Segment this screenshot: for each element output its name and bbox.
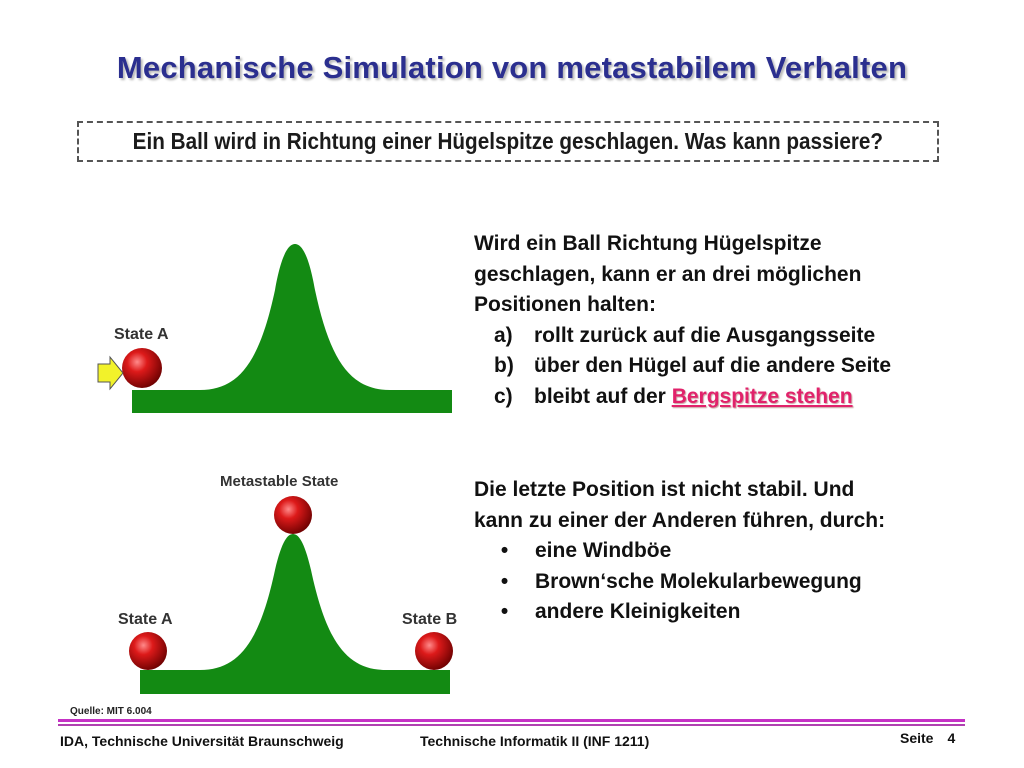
bullet-icon: • bbox=[500, 600, 509, 623]
list-item bbox=[474, 321, 994, 352]
label-metastable: Metastable State bbox=[220, 473, 339, 490]
question-box bbox=[77, 121, 939, 162]
question-text: Ein Ball wird in Richtung einer Hügelspitze geschlagen. Was kann passiere? bbox=[132, 128, 884, 154]
list-marker: c) bbox=[494, 384, 513, 408]
text-block-instability bbox=[474, 475, 1004, 628]
list-item-text: über den Hügel auf die andere Seite bbox=[534, 354, 892, 377]
text-block-positions bbox=[474, 229, 994, 412]
para-line: Wird ein Ball Richtung Hügelspitze bbox=[474, 232, 822, 255]
list-item bbox=[474, 567, 1004, 598]
para-line: kann zu einer der Anderen führen, durch: bbox=[474, 508, 886, 532]
footer-institution: IDA, Technische Universität Braunschweig bbox=[60, 733, 344, 749]
list-item bbox=[474, 382, 994, 413]
ball-metastable bbox=[274, 496, 312, 534]
ball-state-a bbox=[129, 632, 167, 670]
list-item-text: eine Windböe bbox=[535, 539, 672, 562]
page-label: Seite bbox=[900, 730, 934, 746]
causes-list bbox=[474, 536, 1004, 628]
bullet-icon: • bbox=[500, 569, 509, 593]
footer-divider bbox=[58, 724, 965, 726]
push-arrow-icon bbox=[98, 357, 123, 389]
list-marker: b) bbox=[494, 354, 514, 377]
ball bbox=[122, 348, 162, 388]
list-item-text bbox=[534, 382, 853, 413]
slide-title: Mechanische Simulation von metastabilem Verhalten bbox=[116, 50, 908, 85]
list-item-text-prefix: bleibt auf der bbox=[534, 384, 672, 408]
figure-state-a bbox=[90, 230, 470, 420]
list-item bbox=[474, 351, 994, 382]
list-item bbox=[474, 536, 1004, 567]
list-marker: a) bbox=[494, 323, 513, 347]
list-item bbox=[474, 597, 1004, 628]
list-item-text: Brown‘sche Molekularbewegung bbox=[535, 569, 862, 593]
footer-page bbox=[900, 730, 955, 746]
label-state-a: State A bbox=[114, 326, 169, 343]
para-line: Positionen halten: bbox=[474, 293, 657, 316]
footer-course: Technische Informatik II (INF 1211) bbox=[420, 733, 650, 749]
options-list bbox=[474, 321, 994, 413]
list-item-text: andere Kleinigkeiten bbox=[535, 600, 741, 623]
bullet-icon: • bbox=[500, 539, 509, 562]
label-state-a: State A bbox=[118, 611, 173, 628]
list-item-text: rollt zurück auf die Ausgangsseite bbox=[534, 323, 876, 347]
label-state-b: State B bbox=[402, 611, 458, 628]
figure-metastable bbox=[100, 460, 480, 700]
highlighted-link[interactable]: Bergspitze stehen bbox=[671, 384, 853, 408]
page-number: 4 bbox=[947, 730, 956, 746]
source-note: Quelle: MIT 6.004 bbox=[70, 706, 152, 717]
para-line: geschlagen, kann er an drei möglichen bbox=[474, 262, 862, 286]
ball-state-b bbox=[415, 632, 453, 670]
footer-divider bbox=[58, 719, 965, 722]
para-line: Die letzte Position ist nicht stabil. Und bbox=[474, 478, 855, 501]
hill-shape bbox=[132, 244, 452, 413]
